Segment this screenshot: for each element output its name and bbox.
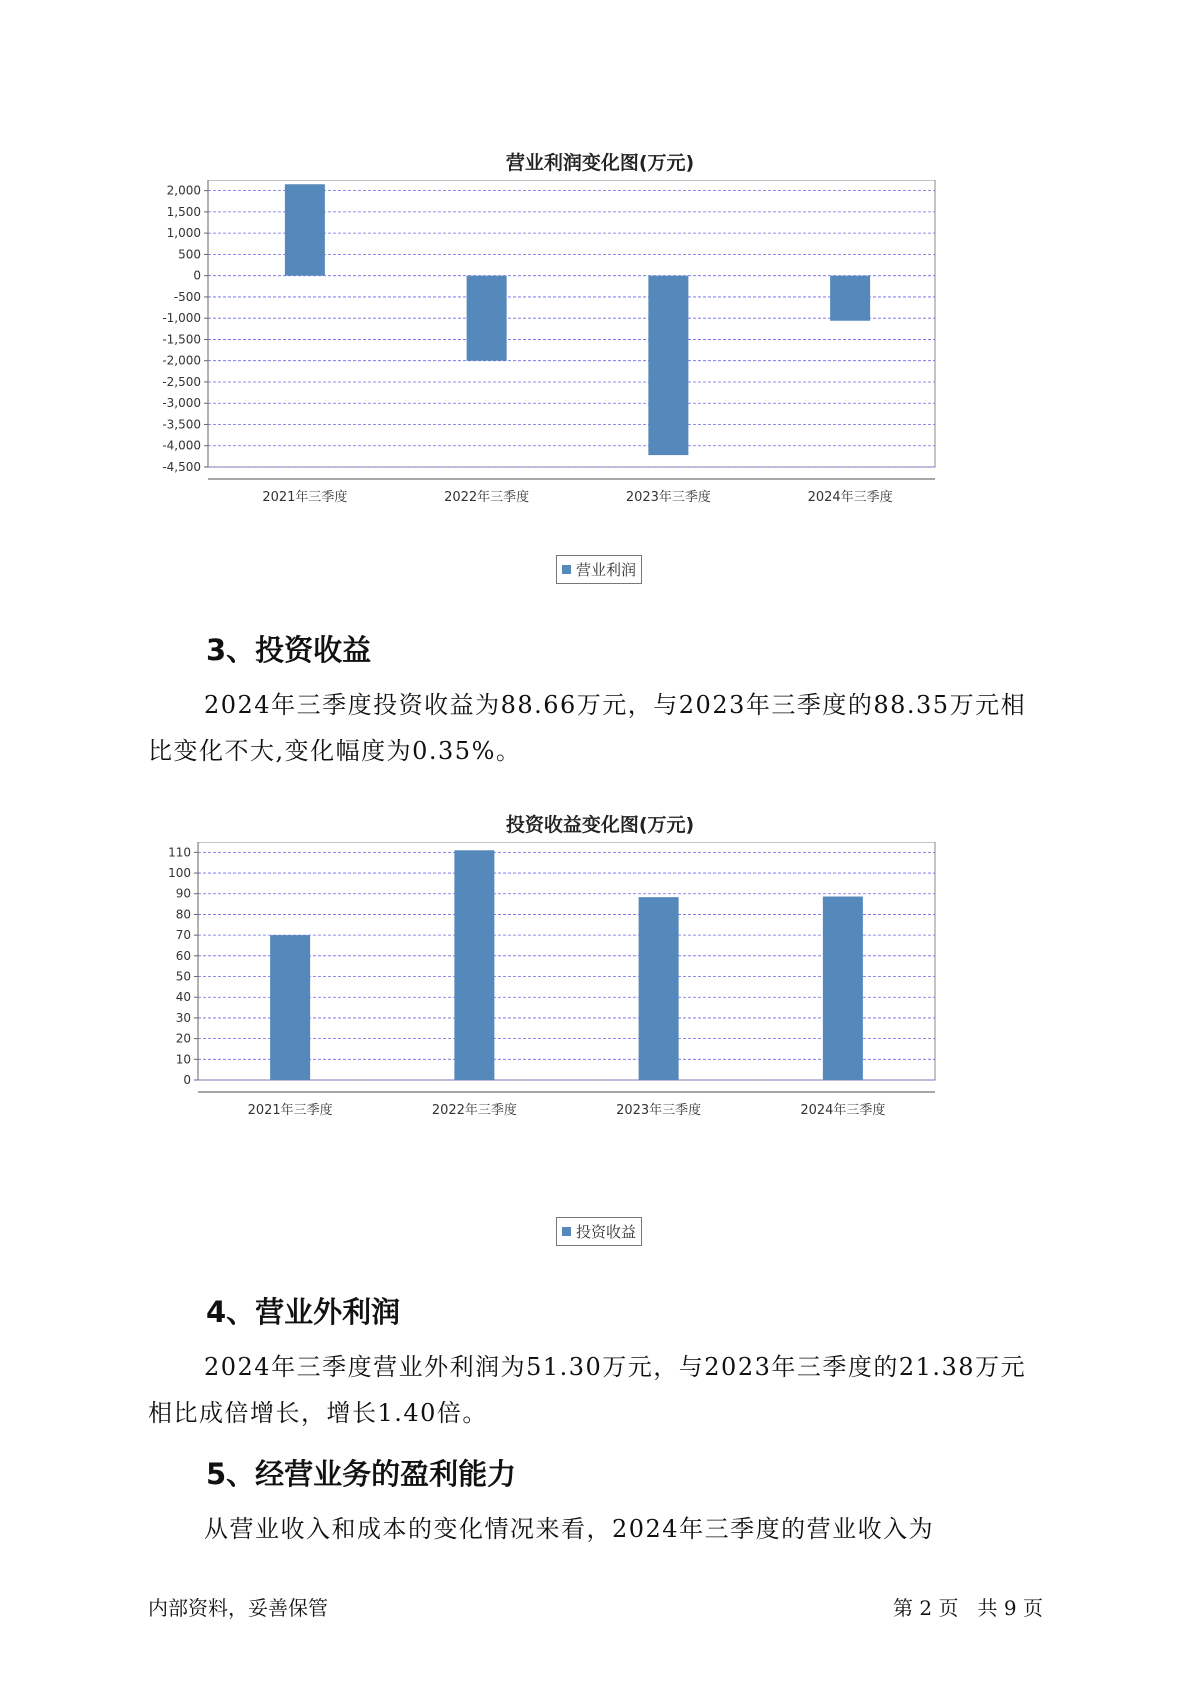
footer-page-number: 第 2 页 共 9 页 [893, 1596, 1043, 1620]
y-tick-label: 70 [175, 928, 191, 943]
x-tick-label: 2021年三季度 [262, 490, 348, 505]
y-tick-label: 60 [175, 948, 191, 963]
section3-heading: 3、投资收益 [206, 633, 372, 667]
x-tick-label: 2022年三季度 [444, 490, 530, 505]
y-tick-label: 40 [175, 990, 191, 1005]
y-tick-label: 90 [175, 886, 191, 901]
bar [467, 276, 507, 361]
y-tick-label: -4,000 [162, 438, 201, 453]
y-tick-label: 1,000 [166, 226, 201, 241]
y-tick-label: -500 [173, 289, 201, 304]
y-tick-label: -2,500 [162, 374, 201, 389]
x-tick-label: 2024年三季度 [807, 490, 893, 505]
y-tick-label: -2,000 [162, 353, 201, 368]
section4-paragraph: 2024年三季度营业外利润为51.30万元，与2023年三季度的21.38万元相比成倍增长，增长1.40倍。 [148, 1353, 1027, 1427]
y-tick-label: -1,000 [162, 311, 201, 326]
y-tick-label: 100 [168, 866, 191, 881]
y-tick-label: 30 [175, 1010, 191, 1025]
section5-paragraph: 从营业收入和成本的变化情况来看，2024年三季度的营业收入为 [204, 1515, 935, 1543]
section3-paragraph: 2024年三季度投资收益为88.66万元，与2023年三季度的88.35万元相比变化不大,变化幅度为0.35%。 [148, 691, 1027, 765]
footer-note: 内部资料，妥善保管 [148, 1596, 328, 1620]
bar [823, 897, 863, 1080]
y-tick-label: -1,500 [162, 332, 201, 347]
bar [830, 276, 870, 321]
legend-swatch [562, 1227, 571, 1236]
legend-label: 营业利润 [576, 561, 637, 579]
bar [285, 184, 325, 275]
y-tick-label: 50 [175, 969, 191, 984]
bar [270, 935, 310, 1080]
chart2-title: 投资收益变化图(万元) [505, 814, 695, 836]
y-tick-label: 80 [175, 907, 191, 922]
chart2-legend [556, 1217, 642, 1246]
bar [648, 276, 688, 455]
y-tick-label: -4,500 [162, 460, 201, 474]
x-tick-label: 2023年三季度 [616, 1103, 702, 1118]
x-tick-label: 2024年三季度 [800, 1103, 886, 1118]
bar [639, 897, 679, 1080]
bar [454, 850, 494, 1080]
operating-profit-chart [150, 180, 1030, 560]
y-tick-label: 2,000 [166, 183, 201, 198]
legend-label: 投资收益 [576, 1223, 637, 1241]
y-tick-label: -3,000 [162, 396, 201, 411]
x-tick-label: 2021年三季度 [247, 1103, 333, 1118]
y-tick-label: 10 [175, 1052, 191, 1067]
y-tick-label: 0 [183, 1073, 191, 1087]
x-tick-label: 2023年三季度 [625, 490, 711, 505]
y-tick-label: -3,500 [162, 417, 201, 432]
y-tick-label: 0 [193, 268, 201, 283]
chart1-legend [556, 555, 642, 584]
y-tick-label: 110 [168, 845, 191, 860]
y-tick-label: 500 [178, 247, 201, 262]
y-tick-label: 20 [175, 1031, 191, 1046]
chart1-title: 营业利润变化图(万元) [505, 152, 695, 174]
section5-heading: 5、经营业务的盈利能力 [206, 1457, 517, 1491]
y-tick-label: 1,500 [166, 204, 201, 219]
legend-swatch [562, 565, 571, 574]
section4-heading: 4、营业外利润 [206, 1295, 401, 1329]
investment-income-chart [150, 842, 1030, 1222]
x-tick-label: 2022年三季度 [431, 1103, 517, 1118]
